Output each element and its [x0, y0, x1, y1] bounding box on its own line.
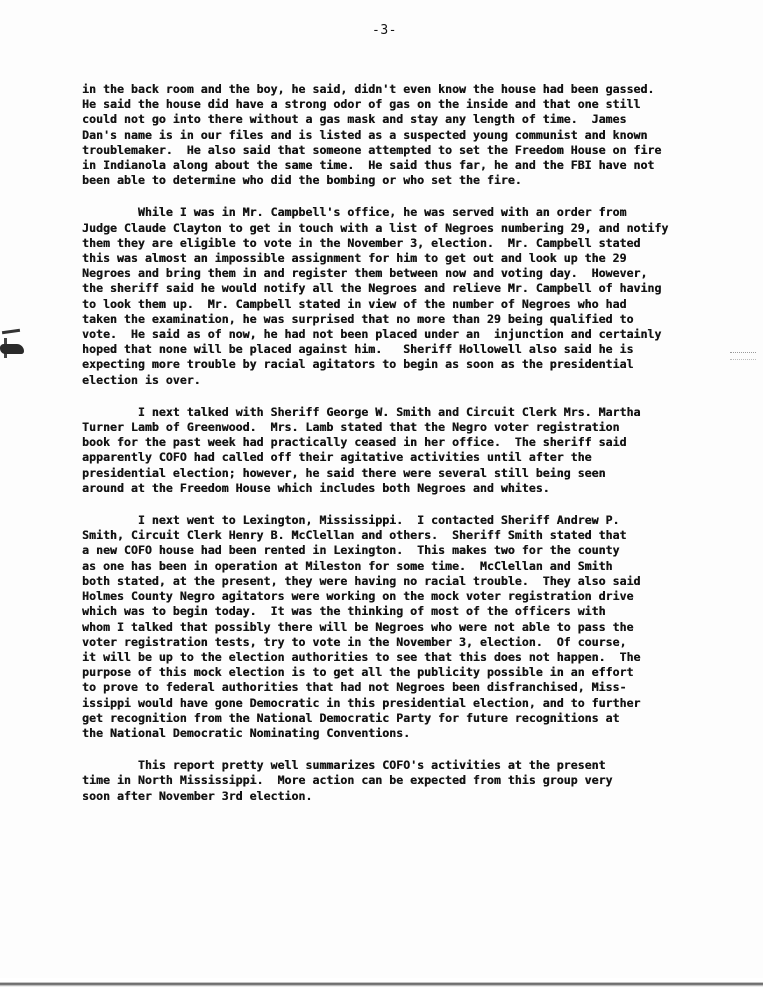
paragraph-gas-investigation: in the back room and the boy, he said, didn't even know the house had been gassed. He said the house did have a strong odor of gas on the inside and that one still could not go into there without a gas mask and stay any length of time. James Dan's name is in our files and is listed as a suspected young communist and known troublemaker. He also said that someone attempted to set the Freedom House on fire in Indianola along about the same time. He said thus far, he and the FBI have not been able to determine who did the bombing or who set the fire.: [82, 82, 662, 188]
paragraph-greenwood: I next talked with Sheriff George W. Smith and Circuit Clerk Mrs. Martha Turner Lamb of Greenwood. Mrs. Lamb stated that the Negro voter registration book for the past week had practically ceased in her office. The sheriff said apparently COFO had called off their agitative activities until after the presidential election; however, he said there were several still being seen around at the Freedom House which includes both Negroes and whites.: [82, 404, 641, 495]
ink-blot: [2, 329, 20, 334]
report-body: [82, 82, 682, 821]
scan-bottom-edge: [0, 978, 763, 990]
margin-ink-mark: [0, 322, 26, 366]
paragraph-lexington: I next went to Lexington, Mississippi. I contacted Sheriff Andrew P. Smith, Circuit Clerk Henry B. McClellan and others. Sheriff Smith stated that a new COFO house had been rented in Lexington. This makes two for the county as one has been in operation at Mileston for some time. McClellan and Smith both stated, at the present, they were having no racial trouble. They also said Holmes County Negro agitators were working on the mock voter registration drive which was to begin today. It was the thinking of most of the officers with whom I talked that possibly there will be Negroes who were not able to pass the voter registration tests, try to vote in the November 3, election. Of course, it will be up to the election authorities to see that this does not happen. The purpose of this mock election is to get all the publicity possible in an effort to prove to federal authorities that had not Negroes been disfranchised, Miss- issippi would have gone Democratic in this presidential election, and to further get recognition from the National Democratic Party for future recognitions at the National Democratic Nominating Conventions.: [82, 513, 641, 740]
page-number: -3-: [372, 23, 397, 38]
ink-blot: [0, 344, 24, 354]
paragraph-summary: This report pretty well summarizes COFO's activities at the present time in North Mississippi. More action can be expected from this group very soon after November 3rd election.: [82, 758, 613, 803]
stray-scan-mark: [730, 352, 756, 360]
paragraph-campbell-office: While I was in Mr. Campbell's office, he was served with an order from Judge Claude Clayton to get in touch with a list of Negroes numbering 29, and notify them they are eligible to vote in the November 3, election. Mr. Campbell stated this was almost an impossible assignment for him to get out and look up the 29 Negroes and bring them in and register them between now and voting day. However, the sheriff said he would notify all the Negroes and relieve Mr. Campbell of having to look them up. Mr. Campbell stated in view of the number of Negroes who had taken the examination, he was surprised that no more than 29 being qualified to vote. He said as of now, he had not been placed under an injunction and certainly hoped that none will be placed against him. Sheriff Hollowell also said he is expecting more trouble by racial agitators to begin as soon as the presidential election is over.: [82, 205, 669, 387]
